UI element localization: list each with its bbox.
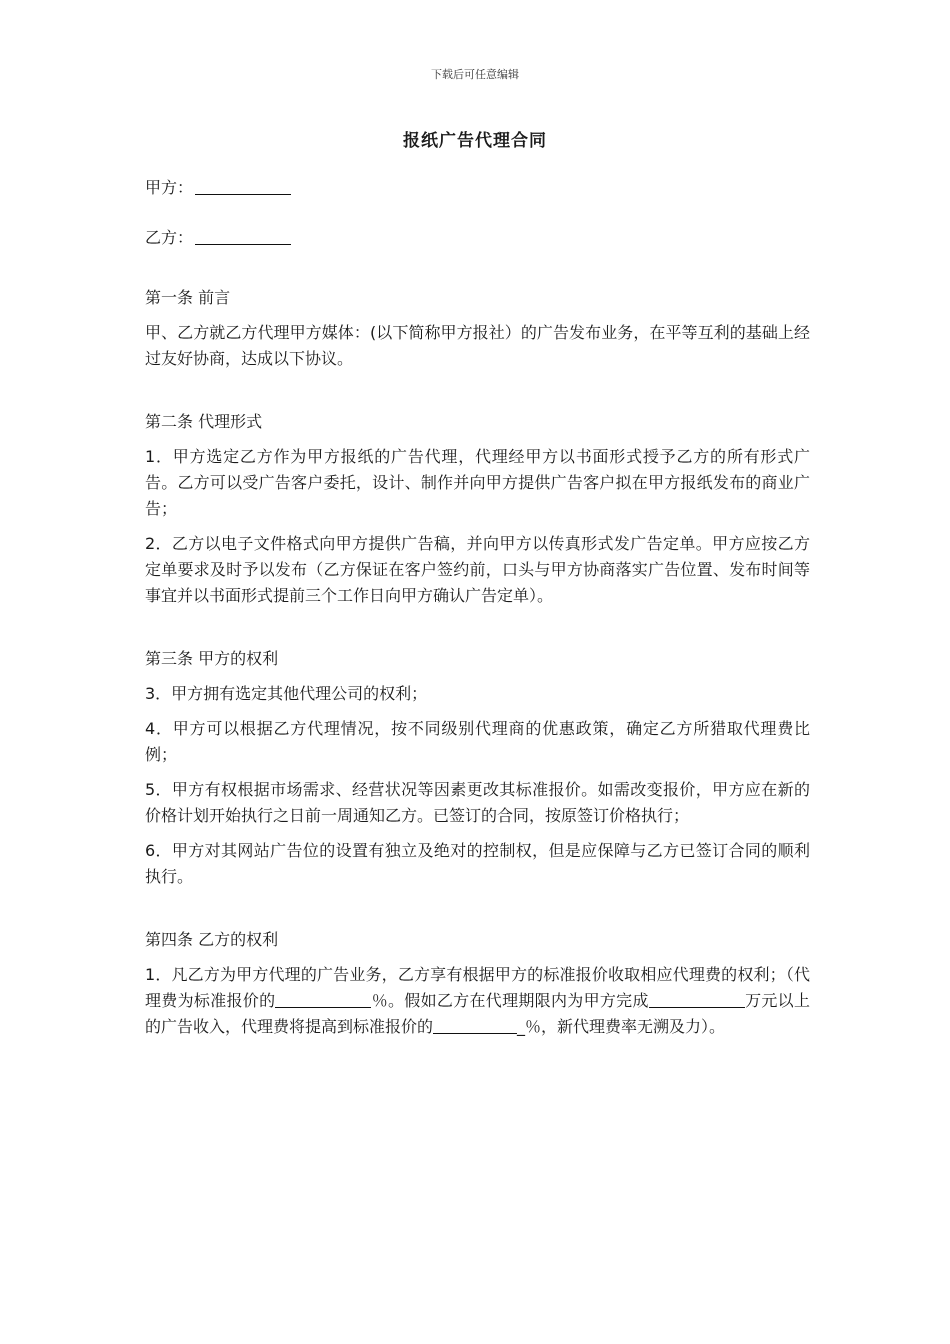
- section-paragraph: 6．甲方对其网站广告位的设置有独立及绝对的控制权，但是应保障与乙方已签订合同的顺利执行。: [145, 841, 810, 886]
- section-paragraph: 4．甲方可以根据乙方代理情况，按不同级别代理商的优惠政策，确定乙方所猎取代理费比例；: [145, 719, 810, 764]
- party-a-line: [145, 176, 291, 200]
- section-paragraph: 2．乙方以电子文件格式向甲方提供广告稿，并向甲方以传真形式发广告定单。甲方应按乙方定单要求及时予以发布（乙方保证在客户签约前，口头与甲方协商落实广告位置、发布时间等事宜并以书面形式提前三个工作日向甲方确认广告定单）。: [145, 534, 810, 605]
- party-b-label: 乙方：: [145, 228, 194, 247]
- fill-in-blank: [649, 989, 745, 1008]
- party-a-blank: [195, 176, 291, 195]
- paragraph-text: ％。假如乙方在代理期限内为甲方完成: [371, 991, 649, 1010]
- contract-body: [145, 285, 810, 1040]
- section-paragraph: 5．甲方有权根据市场需求、经营状况等因素更改其标准报价。如需改变报价，甲方应在新的价格计划开始执行之日前一周通知乙方。已签订的合同，按原签订价格执行；: [145, 780, 810, 825]
- fill-in-blank: [433, 1015, 517, 1034]
- paragraph-text: _％，新代理费率无溯及力）。: [517, 1017, 726, 1036]
- section-paragraph: 1．甲方选定乙方作为甲方报纸的广告代理，代理经甲方以书面形式授予乙方的所有形式广告。乙方可以受广告客户委托，设计、制作并向甲方提供广告客户拟在甲方报纸发布的商业广告；: [145, 447, 810, 518]
- section-heading: 第四条 乙方的权利: [145, 930, 279, 949]
- fill-in-blank: [275, 989, 371, 1008]
- paragraph-text: 1．凡乙方为甲方代理的广告业务，乙方享有根据甲方的标准报价收取相应代理费的权利；（代理费为标准报价的: [145, 965, 810, 1010]
- section-paragraph: 甲、乙方就乙方代理甲方媒体：(以下简称甲方报社）的广告发布业务，在平等互利的基础上经过友好协商，达成以下协议。: [145, 323, 810, 368]
- party-b-blank: [195, 226, 291, 245]
- section-heading: 第一条 前言: [145, 288, 231, 307]
- section-heading: 第三条 甲方的权利: [145, 649, 279, 668]
- paragraph-text: 万元以上的广告收入，代理费将提高到标准报价的: [145, 991, 810, 1036]
- party-a-label: 甲方：: [145, 178, 194, 197]
- header-note: 下载后可任意编辑: [431, 68, 519, 81]
- page-title: 报纸广告代理合同: [403, 131, 547, 151]
- section-paragraph: [145, 962, 810, 1040]
- section-heading: 第二条 代理形式: [145, 412, 263, 431]
- section-paragraph: 3．甲方拥有选定其他代理公司的权利；: [145, 684, 428, 703]
- party-b-line: [145, 226, 291, 250]
